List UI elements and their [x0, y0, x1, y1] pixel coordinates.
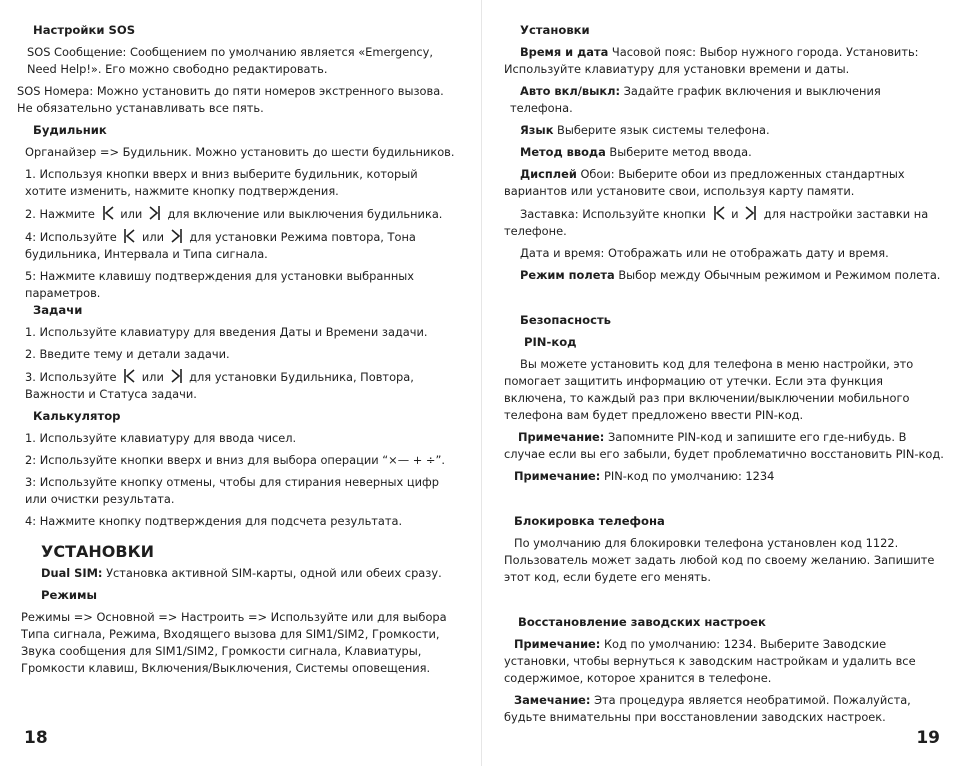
dual-sim-text: [17, 565, 457, 582]
settings-title: Установки: [520, 23, 590, 37]
auto-onoff-label: Авто вкл/выкл:: [520, 84, 620, 98]
alarm-step-4-pre: 4: Используйте: [25, 230, 117, 244]
page-number-right: 19: [916, 728, 940, 748]
language-text: [504, 122, 944, 139]
settings-heading: УСТАНОВКИ: [41, 542, 155, 561]
modes-title: Режимы: [41, 588, 97, 602]
screensaver-text: [504, 205, 944, 240]
alarm-step-2-mid: или: [120, 207, 143, 221]
display-label: Дисплей: [520, 167, 577, 181]
pin-code-desc: Вы можете установить код для телефона в меню настройки, это помогает защитить информацию от утечки. Если эта функция включена, то каждый раз при включении/выключении мобильного телефона вам будет предложено ввести PIN-код.: [504, 357, 914, 422]
security-title: Безопасность: [520, 313, 612, 327]
left-nav-key-icon: [102, 205, 114, 221]
language-label: Язык: [520, 123, 554, 137]
calculator-step-2: 2: Используйте кнопки вверх и вниз для выбора операции “×— + ÷”.: [25, 453, 445, 467]
factory-reset-note-label: Примечание:: [514, 637, 601, 651]
pin-code-text: [504, 356, 944, 424]
flight-mode-text: [504, 267, 944, 284]
screensaver-mid: и: [731, 207, 739, 221]
sos-settings-title: Настройки SOS: [33, 23, 136, 37]
dual-sim-desc: Установка активной SIM-карты, одной или обеих сразу.: [106, 566, 442, 580]
input-method-text: [504, 144, 944, 161]
calculator-step-3: 3: Используйте кнопку отмены, чтобы для стирания неверных цифр или очистки результата.: [25, 475, 440, 506]
modes-mid: или: [351, 610, 374, 624]
pin-note-1: [504, 429, 944, 463]
right-nav-key-icon: [171, 368, 183, 384]
left-nav-key-icon: [123, 368, 135, 384]
flight-mode-desc: Выбор между Обычным режимом и Режимом полета.: [618, 268, 941, 282]
pin-note-2: [504, 468, 944, 485]
tasks-step-3-mid: или: [141, 370, 164, 384]
alarm-step-2-post: для включение или выключения будильника.: [167, 207, 443, 221]
tasks-step-2: 2. Введите тему и детали задачи.: [25, 347, 230, 361]
phone-lock-title: Блокировка телефона: [514, 514, 665, 528]
right-nav-key-icon: [149, 205, 161, 221]
calculator-title: Калькулятор: [33, 409, 121, 423]
left-page-content: [17, 22, 457, 677]
left-nav-key-icon: [713, 205, 725, 221]
screensaver-post: для настройки заставки на телефоне.: [504, 207, 929, 238]
factory-reset-note-desc: Код по умолчанию: 1234. Выберите Заводские установки, чтобы вернуться к заводским настройкам и удалить все содержимое, которое хранится в телефоне.: [504, 637, 916, 685]
input-method-label: Метод ввода: [520, 145, 606, 159]
display-desc: Обои: Выберите обои из предложенных стандартных вариантов или установите свои, используя карту памяти.: [504, 167, 905, 198]
language-desc: Выберите язык системы телефона.: [557, 123, 770, 137]
tasks-step-1: 1. Используйте клавиатуру для введения Даты и Времени задачи.: [25, 325, 428, 339]
alarm-title: Будильник: [33, 123, 107, 137]
auto-onoff-text: [504, 83, 944, 117]
right-page: [482, 0, 964, 766]
factory-reset-remark-label: Замечание:: [514, 693, 591, 707]
alarm-step-1: 1. Используя кнопки вверх и вниз выберите будильник, который хотите изменить, нажмите кнопку подтверждения.: [25, 167, 418, 198]
input-method-desc: Выберите метод ввода.: [609, 145, 752, 159]
modes-pre: Режимы => Основной => Настроить => Используйте: [21, 610, 348, 624]
calculator-step-4: 4: Нажмите кнопку подтверждения для подсчета результата.: [25, 514, 403, 528]
date-time-display-text: Дата и время: Отображать или не отображать дату и время.: [520, 246, 889, 260]
time-date-label: Время и дата: [520, 45, 609, 59]
auto-onoff-desc: Задайте график включения и выключения телефона.: [510, 84, 881, 115]
right-page-content: [504, 22, 944, 726]
tasks-step-3-post: для установки Будильника, Повтора, Важности и Статуса задачи.: [25, 370, 414, 401]
screensaver-pre: Заставка: Используйте кнопки: [520, 207, 706, 221]
time-date-text: [504, 44, 944, 78]
factory-reset-note: [504, 636, 944, 687]
right-nav-key-icon: [745, 205, 757, 221]
time-date-desc: Часовой пояс: Выбор нужного города. Установить: Используйте клавиатуру для установки времени и даты.: [504, 45, 919, 76]
phone-lock-text: [504, 535, 944, 586]
factory-reset-remark: [504, 692, 944, 726]
pin-note-2-desc: PIN-код по умолчанию: 1234: [603, 469, 775, 483]
alarm-step-4: [17, 228, 457, 263]
pin-note-1-desc: Запомните PIN-код и запишите его где-нибудь. В случае если вы его забыли, будет проблематично восстановить PIN-код.: [504, 430, 944, 461]
page-number-left: 18: [24, 728, 48, 748]
alarm-intro: Органайзер => Будильник. Можно установить до шести будильников.: [25, 145, 455, 159]
sos-message-text: SOS Сообщение: Сообщением по умолчанию является «Emergency, Need Help!». Его можно свободно редактировать.: [27, 45, 434, 76]
phone-lock-desc: По умолчанию для блокировки телефона установлен код 1122. Пользователь может задать любой код по своему желанию. Запишите этот код, если будете его менять.: [504, 536, 935, 584]
pin-code-title: PIN-код: [524, 335, 577, 349]
modes-text: [17, 609, 457, 677]
tasks-title: Задачи: [33, 303, 83, 317]
alarm-step-5: 5: Нажмите клавишу подтверждения для установки выбранных параметров.: [25, 269, 415, 300]
modes-post: для выбора Типа сигнала, Режима, Входящего вызова для SIM1/SIM2, Громкости, Звука сообщения для SIM1/SIM2, Громкости сигнала, Клавиатуры, Громкости клавиш, Включения/Выключения, Системы оповещения.: [21, 610, 447, 675]
dual-sim-label: Dual SIM:: [41, 566, 103, 580]
display-text: [504, 166, 944, 200]
factory-reset-remark-desc: Эта процедура является необратимой. Пожалуйста, будьте внимательны при восстановлении заводских настроек.: [504, 693, 911, 724]
calculator-step-1: 1. Используйте клавиатуру для ввода чисел.: [25, 431, 297, 445]
pin-note-1-label: Примечание:: [518, 430, 605, 444]
right-nav-key-icon: [171, 228, 183, 244]
pin-note-2-label: Примечание:: [514, 469, 601, 483]
factory-reset-title: Восстановление заводских настроек: [518, 615, 766, 629]
alarm-step-2-pre: 2. Нажмите: [25, 207, 95, 221]
tasks-step-3-pre: 3. Используйте: [25, 370, 117, 384]
alarm-step-2: [17, 205, 457, 223]
alarm-step-4-post: для установки Режима повтора, Тона будильника, Интервала и Типа сигнала.: [25, 230, 416, 261]
alarm-step-4-mid: или: [142, 230, 165, 244]
tasks-step-3: [17, 368, 457, 403]
flight-mode-label: Режим полета: [520, 268, 615, 282]
left-nav-key-icon: [123, 228, 135, 244]
sos-numbers-text: SOS Номера: Можно установить до пяти номеров экстренного вызова. Не обязательно устанавливать все пять.: [17, 84, 444, 115]
